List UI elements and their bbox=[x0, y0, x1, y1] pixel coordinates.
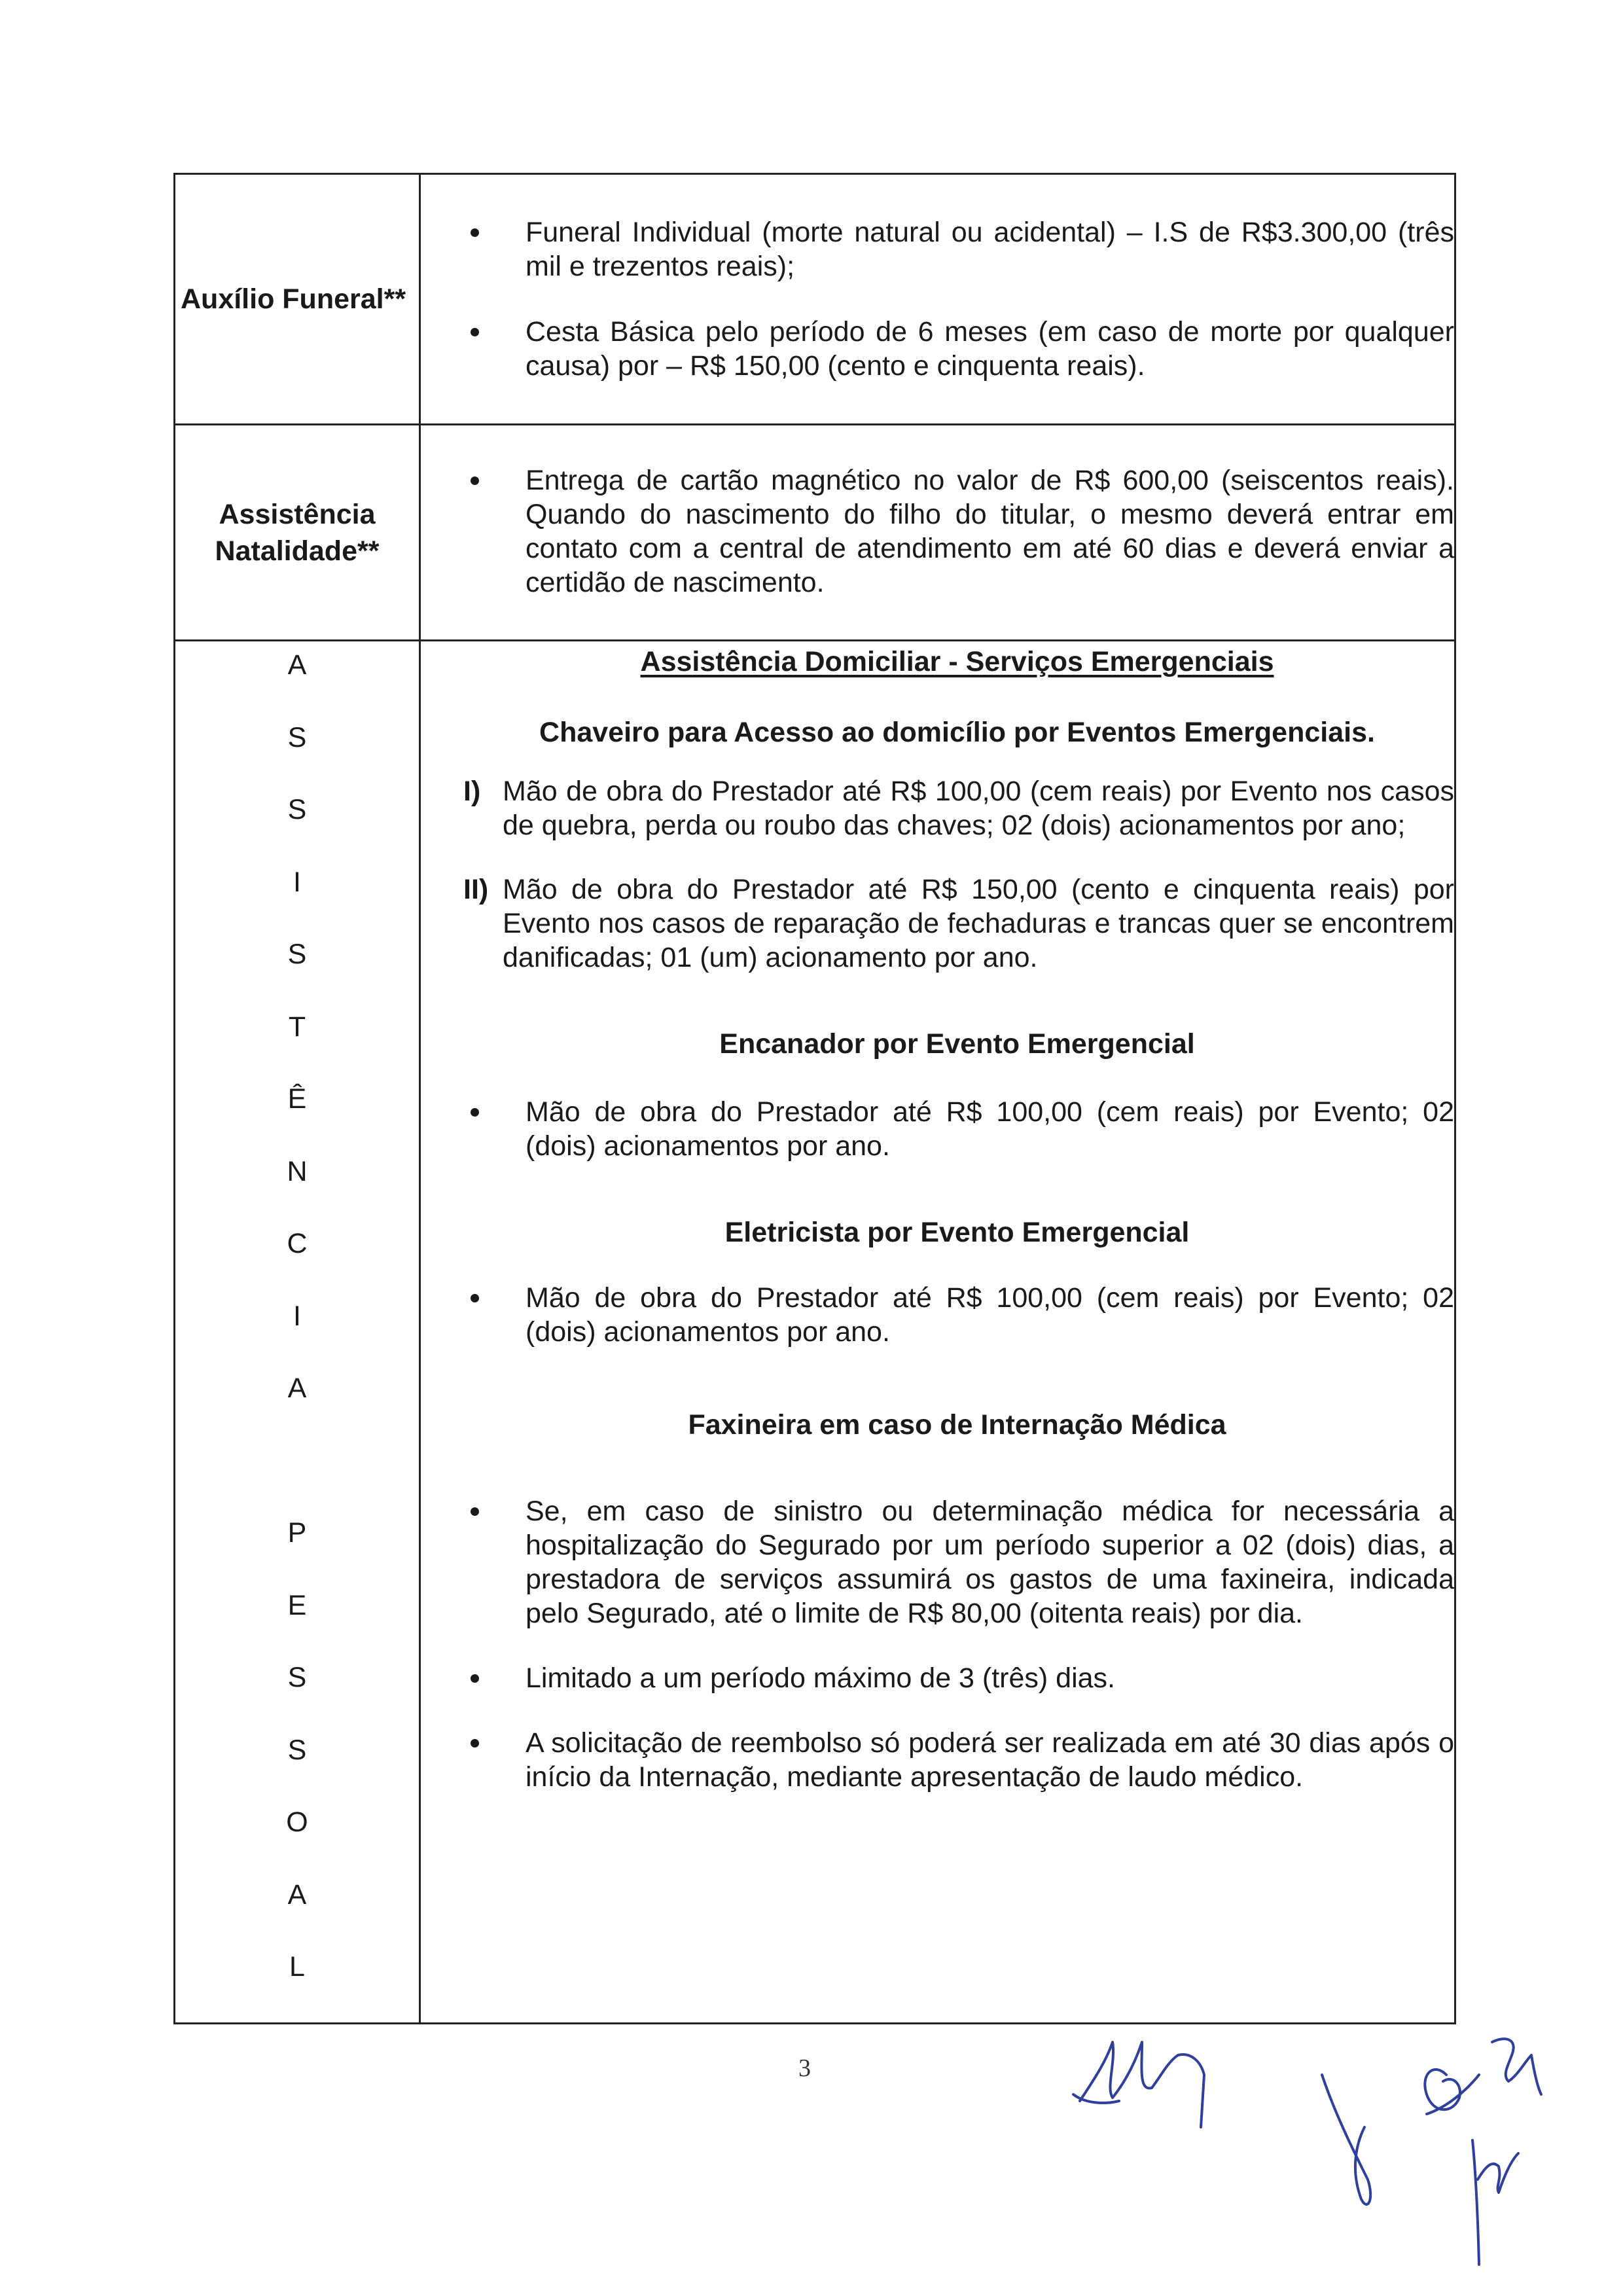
signature-stroke bbox=[1472, 2140, 1518, 2265]
vertical-letter: A bbox=[287, 1372, 307, 1404]
vertical-letter: S bbox=[287, 721, 307, 753]
faxineira-title: Faxineira em caso de Internação Médica bbox=[688, 1409, 1226, 1441]
vertical-letter: S bbox=[287, 939, 307, 970]
list-item: Limitado a um período máximo de 3 (três) dias. bbox=[526, 1661, 1454, 1695]
eletricista-title: Eletricista por Evento Emergencial bbox=[724, 1217, 1190, 1248]
list-item: Mão de obra do Prestador até R$ 100,00 (cem reais) por Evento; 02 (dois) acionamentos por ano. bbox=[526, 1096, 1454, 1162]
vertical-letter: E bbox=[287, 1589, 307, 1621]
vertical-letter: A bbox=[287, 649, 307, 681]
roman-number: I) bbox=[463, 776, 481, 807]
main-section-title: Assistência Domiciliar - Serviços Emergenciais bbox=[640, 646, 1274, 677]
roman-number: II) bbox=[463, 874, 489, 905]
vertical-letter: P bbox=[287, 1517, 307, 1549]
vertical-letter: T bbox=[288, 1011, 306, 1043]
page-number: 3 bbox=[798, 2054, 811, 2082]
signature-stroke bbox=[1080, 2042, 1204, 2127]
natalidade-label-line2: Natalidade** bbox=[215, 535, 380, 567]
list-item: Mão de obra do Prestador até R$ 100,00 (cem reais) por Evento; 02 (dois) acionamentos por ano. bbox=[526, 1282, 1454, 1348]
item-text: Mão de obra do Prestador até R$ 150,00 (cento e cinquenta reais) por Evento nos casos de reparação de fechaduras e trancas quer se encontrem danificadas; 01 (um) acionamento por ano. bbox=[503, 874, 1454, 973]
vertical-letter: S bbox=[287, 1662, 307, 1693]
list-item: Cesta Básica pelo período de 6 meses (em caso de morte por qualquer causa) por – R$ 150,00 (cento e cinquenta reais). bbox=[526, 316, 1454, 382]
vertical-letter: L bbox=[289, 1951, 305, 1982]
list-item: Funeral Individual (morte natural ou acidental) – I.S de R$3.300,00 (três mil e trezentos reais); bbox=[526, 217, 1454, 282]
vertical-letter: S bbox=[287, 1734, 307, 1766]
vertical-letter: S bbox=[287, 794, 307, 825]
signature-stroke bbox=[1322, 2075, 1370, 2204]
encanador-title: Encanador por Evento Emergencial bbox=[719, 1028, 1195, 1060]
vertical-letter: A bbox=[287, 1878, 307, 1910]
funeral-label: Auxílio Funeral** bbox=[175, 174, 420, 425]
list-item: Se, em caso de sinistro ou determinação médica for necessária a hospitalização do Segurado por um período superior a 02 (dois) dias, a prestadora de serviços assumirá os gastos de uma faxineira, indicada pelo Segurado, até o limite de R$ 80,00 (oitenta reais) por dia. bbox=[526, 1496, 1454, 1629]
vertical-letter: O bbox=[286, 1806, 308, 1838]
signature-stroke bbox=[1425, 2070, 1479, 2114]
item-text: Mão de obra do Prestador até R$ 100,00 (cem reais) por Evento nos casos de quebra, perda ou roubo das chaves; 02 (dois) acionamentos por ano; bbox=[503, 776, 1454, 841]
vertical-letter: N bbox=[287, 1155, 308, 1187]
vertical-letter: I bbox=[293, 1300, 301, 1332]
vertical-letter: I bbox=[293, 866, 301, 898]
list-item: A solicitação de reembolso só poderá ser realizada em até 30 dias após o início da Internação, mediante apresentação de laudo médico. bbox=[526, 1727, 1454, 1793]
chaveiro-title: Chaveiro para Acesso ao domicílio por Eventos Emergenciais. bbox=[539, 717, 1375, 748]
signature-stroke bbox=[1492, 2039, 1541, 2094]
list-item: Entrega de cartão magnético no valor de R$ 600,00 (seiscentos reais). Quando do nascimento do filho do titular, o mesmo deverá entrar em contato com a central de atendimento em até 60 dias e deverá enviar a certidão de nascimento. bbox=[526, 465, 1454, 598]
vertical-letter: C bbox=[287, 1228, 308, 1259]
natalidade-label-line1: Assistência bbox=[219, 498, 376, 530]
vertical-letter: Ê bbox=[287, 1083, 307, 1115]
